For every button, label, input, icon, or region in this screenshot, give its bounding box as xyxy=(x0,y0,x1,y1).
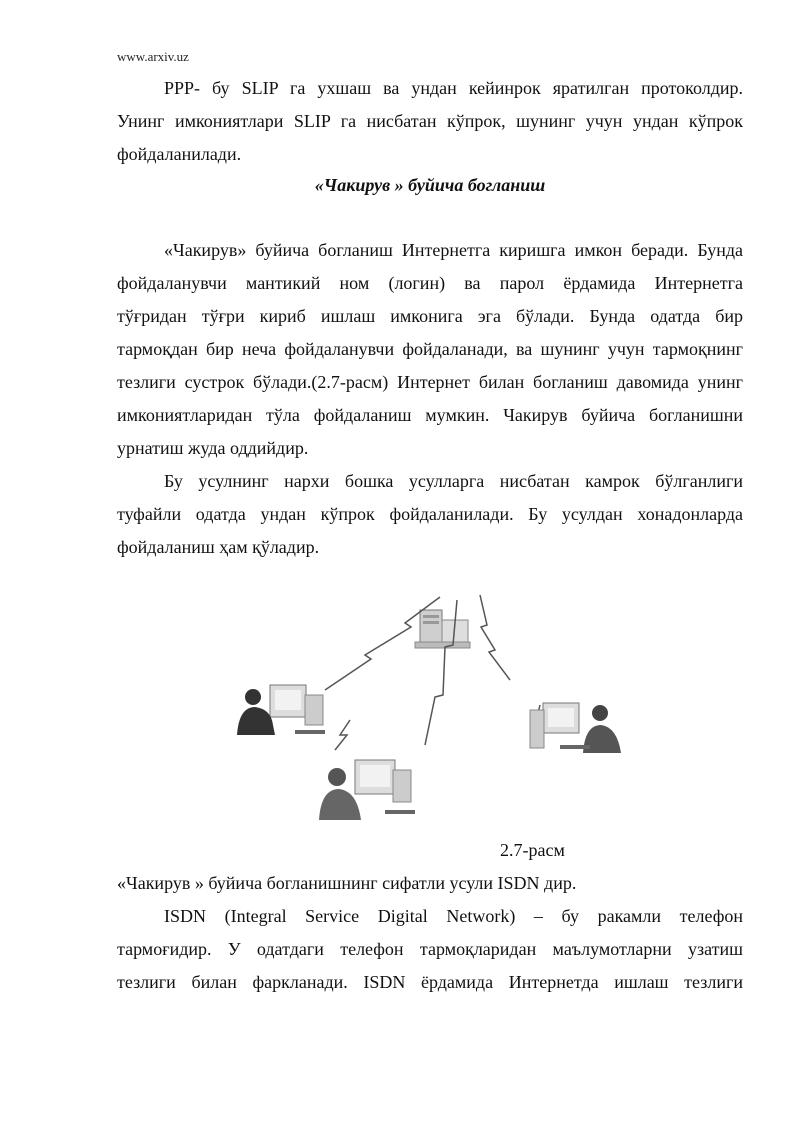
text-line: фойдаланиш ҳам қўладир. xyxy=(117,537,320,557)
text-line: Бу усулнинг нархи бошка усулларга нисбатан камрок бўлганлиги xyxy=(164,471,743,491)
paragraph-dialup xyxy=(117,234,743,564)
site-url: www.arxiv.uz xyxy=(117,49,189,64)
text-line: имкониятларидан тўла фойдаланиш мумкин. Чакирув буйича богланишни xyxy=(117,405,743,425)
user-computer-icon xyxy=(237,685,325,735)
text-line: PPP- бу SLIP га ухшаш ва ундан кейинрок яратилган протоколдир. xyxy=(164,78,743,98)
network-illustration xyxy=(225,585,645,835)
user-computer-icon xyxy=(319,760,415,820)
text-line: туфайли одатда ундан кўпрок фойдаланилади. Бу усулдан хонадонларда xyxy=(117,504,743,524)
text-line: Унинг имкониятлари SLIP га нисбатан кўпрок, шунинг учун ундан кўпрок xyxy=(117,111,743,131)
text-line: «Чакирув» буйича богланиш Интернетга киришга имкон беради. Бунда xyxy=(164,240,743,260)
text-line: тезлиги сустрок бўлади.(2.7-расм) Интернет билан богланиш давомида унинг xyxy=(117,372,743,392)
text-line: тармоқдан бир неча фойдаланувчи фойдаланади, ва шунинг учун тармоқнинг xyxy=(117,339,743,359)
text-line: тўғридан тўғри кириб ишлаш имконига эга бўлади. Бунда одатда бир xyxy=(117,306,743,326)
paragraph-ppp xyxy=(117,72,743,171)
text-line: ISDN (Integral Service Digital Network) – бу ракамли телефон xyxy=(164,906,743,926)
text-line: фойдаланилади. xyxy=(117,144,242,164)
user-computer-icon xyxy=(530,703,621,753)
text-line: тармоғидир. У одатдаги телефон тармоқларидан маълумотларни узатиш xyxy=(117,939,743,959)
text-line: фойдаланувчи мантикий ном (логин) ва парол ёрдамида Интернетга xyxy=(117,273,743,293)
section-title: «Чакирув » буйича богланиш xyxy=(314,175,546,195)
paragraph-isdn xyxy=(117,867,743,999)
figure-caption: 2.7-расм xyxy=(500,840,565,860)
text-line: урнатиш жуда оддийдир. xyxy=(117,438,309,458)
server-icon xyxy=(415,610,470,648)
text-line: тезлиги билан фаркланади. ISDN ёрдамида Интернетда ишлаш тезлиги xyxy=(117,972,743,992)
text-line: «Чакирув » буйича богланишнинг сифатли усули ISDN дир. xyxy=(117,873,577,893)
